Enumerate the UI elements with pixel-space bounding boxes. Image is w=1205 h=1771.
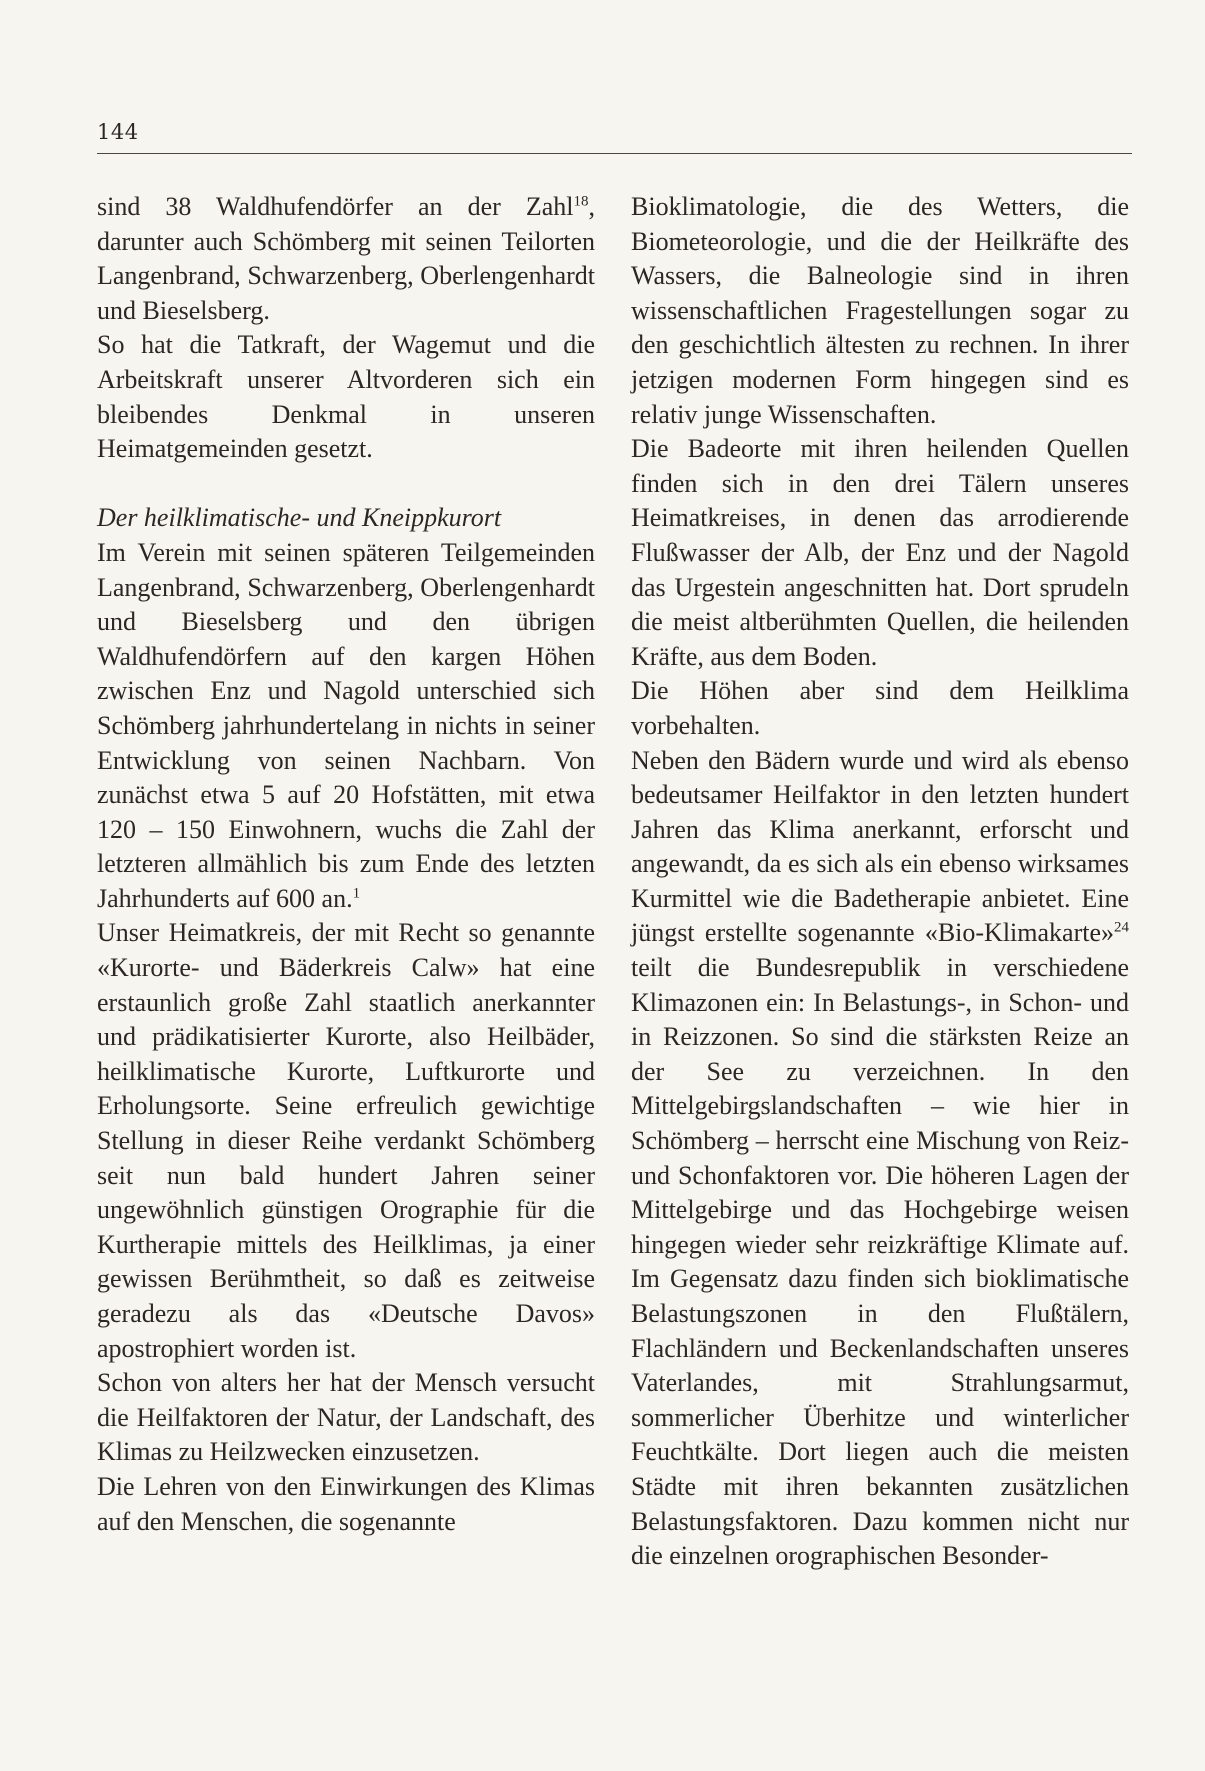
paragraph: Schon von alters her hat der Mensch versucht die Heilfaktoren der Natur, der Landschaft, des Klimas zu Heilzwecken einzusetzen. [97,1368,595,1467]
section-heading: Der heilklimatische- und Kneippkurort [97,503,502,533]
paragraph-text: sind 38 Waldhufendörfer an der Zahl [97,192,574,221]
left-column [97,190,595,1539]
paragraph [97,190,595,328]
paragraph-text: , darunter auch Schömberg mit seinen Teilorten Langenbrand, Schwarzenberg, Oberlengenhardt und Bieselsberg. [97,192,595,325]
footnote-ref: 24 [1114,919,1129,936]
paragraph [97,536,595,917]
paragraph: So hat die Tatkraft, der Wagemut und die Arbeitskraft unserer Altvorderen sich ein bleibendes Denkmal in unseren Heimatgemeinden gesetzt. [97,330,595,464]
right-column [631,190,1129,1574]
footnote-ref: 1 [352,885,361,902]
paragraph: Bioklimatologie, die des Wetters, die Biometeorologie, und die der Heilkräfte des Wassers, die Balneologie sind in ihren wissenschaftlichen Fragestellungen sogar zu den geschichtlich ältesten zu rechnen. In ihrer jetzigen modernen Form hingegen sind es relativ junge Wissenschaften. [631,192,1129,429]
paragraph-text: Neben den Bädern wurde und wird als ebenso bedeutsamer Heilfaktor in den letzten hundert Jahren das Klima anerkannt, erforscht und angewandt, da es sich als ein ebenso wirksames Kurmittel wie die Badetherapie anbietet. Eine jüngst erstellte sogenannte «Bio-Klimakarte» [631,745,1129,948]
paragraph: Die Badeorte mit ihren heilenden Quellen finden sich in den drei Tälern unseres Heimatkreises, in denen das arrodierende Flußwasser der Alb, der Enz und der Nagold das Urgestein angeschnitten hat. Dort sprudeln die meist altberühmten Quellen, die heilenden Kräfte, aus dem Boden. [631,434,1129,671]
footnote-ref: 18 [573,193,589,210]
header-rule [97,153,1132,154]
paragraph: Unser Heimatkreis, der mit Recht so genannte «Kurorte- und Bäderkreis Calw» hat eine erstaunlich große Zahl staatlich anerkannter und prädikatisierter Kurorte, also Heilbäder, heilklimatische Kurorte, Luftkurorte und Erholungsorte. Seine erfreulich gewichtige Stellung in dieser Reihe verdankt Schömberg seit nun bald hundert Jahren seiner ungewöhnlich günstigen Orographie für die Kurtherapie mittels des Heilklimas, ja einer gewissen Berühmtheit, so daß es zeitweise geradezu als das «Deutsche Davos» apostrophiert worden ist. [97,918,595,1363]
page-number: 144 [97,120,139,144]
paragraph-text: Im Verein mit seinen späteren Teilgemeinden Langenbrand, Schwarzenberg, Oberlengenhardt und Bieselsberg und den übrigen Waldhufendörfern auf den kargen Höhen zwischen Enz und Nagold unterschied sich Schömberg jahrhundertelang in nichts in seiner Entwicklung von seinen Nachbarn. Von zunächst etwa 5 auf 20 Hofstätten, mit etwa 120 – 150 Einwohnern, wuchs die Zahl der letzteren allmählich bis zum Ende des letzten Jahrhunderts auf 600 an. [97,537,595,913]
paragraph-text: teilt die Bundesrepublik in verschiedene Klimazonen ein: In Belastungs-, in Schon- und in Reizzonen. So sind die stärksten Reize an der See zu verzeichnen. In den Mittelgebirgslandschaften – wie hier in Schömberg – herrscht eine Mischung von Reiz- und Schonfaktoren vor. Die höheren Lagen der Mittelgebirge und das Hochgebirge weisen hingegen wieder sehr reizkräftige Klimate auf. Im Gegensatz dazu finden sich bioklimatische Belastungszonen in den Flußtälern, Flachländern und Beckenlandschaften unseres Vaterlandes, mit Strahlungsarmut, sommerlicher Überhitze und winterlicher Feuchtkälte. Dort liegen auch die meisten Städte mit ihren bekannten zusätzlichen Belastungsfaktoren. Dazu kommen nicht nur die einzelnen orographischen Besonder- [631,953,1129,1571]
paragraph [631,744,1129,1574]
paragraph: Die Lehren von den Einwirkungen des Klimas auf den Menschen, die sogenannte [97,1471,595,1536]
paragraph: Die Höhen aber sind dem Heilklima vorbehalten. [631,676,1129,740]
